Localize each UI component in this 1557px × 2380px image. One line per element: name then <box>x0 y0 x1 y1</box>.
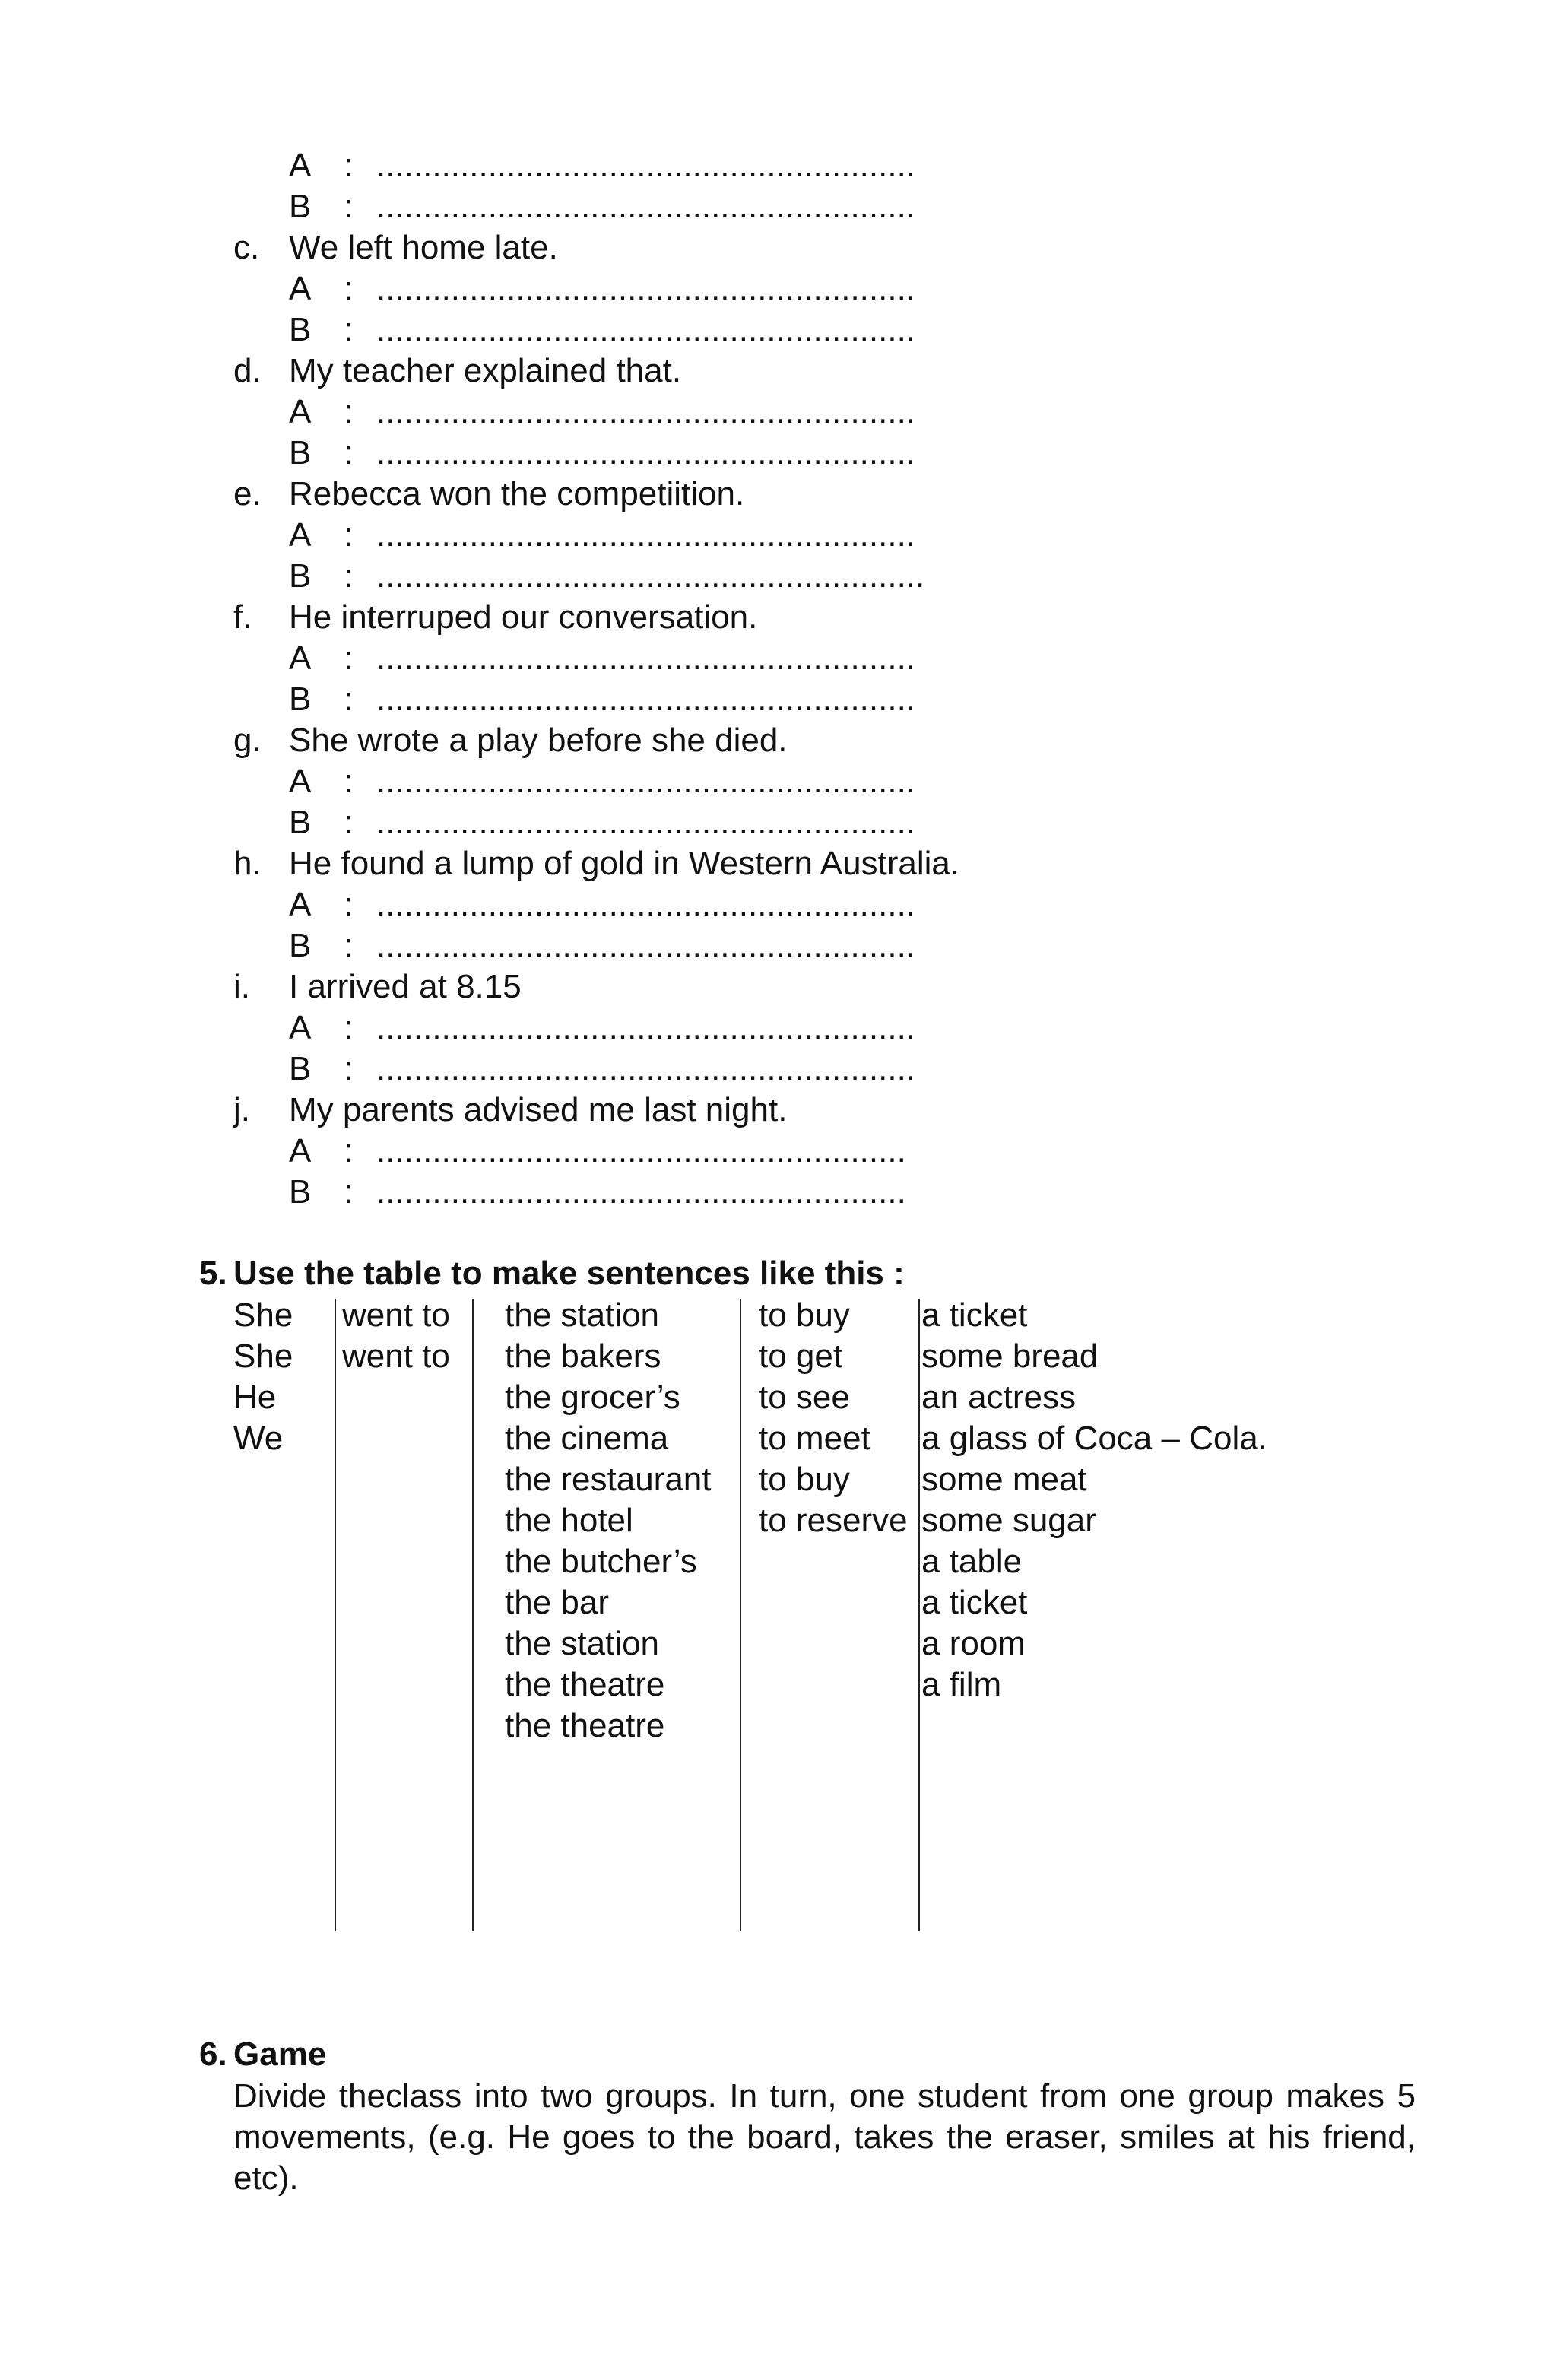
section-title: Game <box>233 2036 327 2073</box>
table-cell: an actress <box>921 1379 1076 1416</box>
table-divider <box>472 1299 474 1931</box>
table-cell: the theatre <box>505 1666 665 1703</box>
table-divider <box>740 1299 741 1931</box>
table-cell: the butcher’s <box>505 1543 697 1580</box>
table-cell: to meet <box>759 1420 870 1457</box>
table-cell: the bakers <box>505 1338 661 1375</box>
table-cell: a glass of Coca – Cola. <box>921 1420 1267 1457</box>
table-cell: the station <box>505 1625 660 1662</box>
table-column-verb <box>342 1295 450 1377</box>
table-cell: We <box>233 1420 284 1457</box>
table-cell: She <box>233 1338 293 1375</box>
table-cell: the hotel <box>505 1502 633 1539</box>
item-sentence: My parents advised me last night. <box>289 1091 788 1128</box>
item-label: d. <box>233 352 262 389</box>
item-label: i. <box>233 968 250 1005</box>
item-label: g. <box>233 722 262 759</box>
section-number: 5. <box>199 1255 227 1292</box>
table-cell: the bar <box>505 1584 609 1621</box>
table-cell: some sugar <box>921 1502 1096 1539</box>
table-cell: went to <box>342 1338 450 1375</box>
table-column-place <box>505 1295 712 1747</box>
table-cell: the theatre <box>505 1707 665 1744</box>
table-divider <box>335 1299 336 1931</box>
table-column-subject <box>233 1295 293 1459</box>
table-cell: the cinema <box>505 1420 669 1457</box>
item-sentence: Rebecca won the competiition. <box>289 475 745 512</box>
table-cell: a room <box>921 1625 1026 1662</box>
section-number: 6. <box>199 2036 227 2073</box>
table-column-purpose <box>759 1295 908 1541</box>
table-cell: to buy <box>759 1296 850 1334</box>
item-label: e. <box>233 475 262 512</box>
item-sentence: He found a lump of gold in Western Australia. <box>289 845 960 882</box>
worksheet-page: A : .......................................................... B : .......................................................... c. We left home late. A : .......................................................... B : .......................................................... d. My teacher explained that. A : .......................................................... B : .......................................................... e. Rebecca won the competiition. A : .......................................................... B : ........................................................... f. He interruped our conversation. A : .......................................................... B : .......................................................... g. She wrote a play before she died. A : .......................................................... B : .......................................................... h. He found a lump of gold in Western Australia. A : .......................................................... B : .......................................................... i. I arrived at 8.15 A : .......................................................... B : .......................................................... j. My parents advised me last night. A : ......................................................... B : ......................................................... 5. Use the table to make sentences like this : She She He We went to went to the station the bakers the grocer’s the cinema the restaurant the hotel the butcher’s the bar the station the theatre the theatre to buy to get to see to meet to buy to reserve a ticket some bread an actress a glass of Coca – Cola. some meat some sugar a table a ticket a room a film 6. Game Divide theclass into two groups. In turn, one student from one group makes 5 movements, (e.g. He goes to the board, takes the eraser, smiles at his friend, etc). <box>0 0 1557 2380</box>
item-label: h. <box>233 845 262 882</box>
table-cell: to get <box>759 1338 843 1375</box>
item-sentence: We left home late. <box>289 229 558 266</box>
game-instructions: Divide theclass into two groups. In turn, one student from one group makes 5 movements, (e.g. He goes to the board, takes the eraser, smiles at his friend, etc). <box>233 2077 1416 2197</box>
item-sentence: He interruped our conversation. <box>289 598 758 636</box>
table-cell: a table <box>921 1543 1023 1580</box>
table-divider <box>918 1299 920 1931</box>
item-sentence: She wrote a play before she died. <box>289 722 788 759</box>
table-cell: went to <box>342 1296 450 1334</box>
table-cell: some bread <box>921 1338 1099 1375</box>
table-cell: to buy <box>759 1461 850 1498</box>
table-cell: the station <box>505 1296 660 1334</box>
table-cell: She <box>233 1296 293 1334</box>
table-cell: some meat <box>921 1461 1087 1498</box>
item-label: j. <box>233 1091 250 1128</box>
section-title: Use the table to make sentences like this : <box>233 1255 905 1292</box>
item-sentence: I arrived at 8.15 <box>289 968 522 1005</box>
item-sentence: My teacher explained that. <box>289 352 682 389</box>
table-cell: to reserve <box>759 1502 908 1539</box>
table-cell: to see <box>759 1379 850 1416</box>
table-cell: a ticket <box>921 1584 1028 1621</box>
table-cell: a film <box>921 1666 1002 1703</box>
table-cell: a ticket <box>921 1296 1028 1334</box>
item-label: c. <box>233 229 260 266</box>
table-column-object <box>921 1295 1267 1706</box>
table-cell: He <box>233 1379 277 1416</box>
table-cell: the restaurant <box>505 1461 712 1498</box>
table-cell: the grocer’s <box>505 1379 680 1416</box>
item-label: f. <box>233 598 252 636</box>
